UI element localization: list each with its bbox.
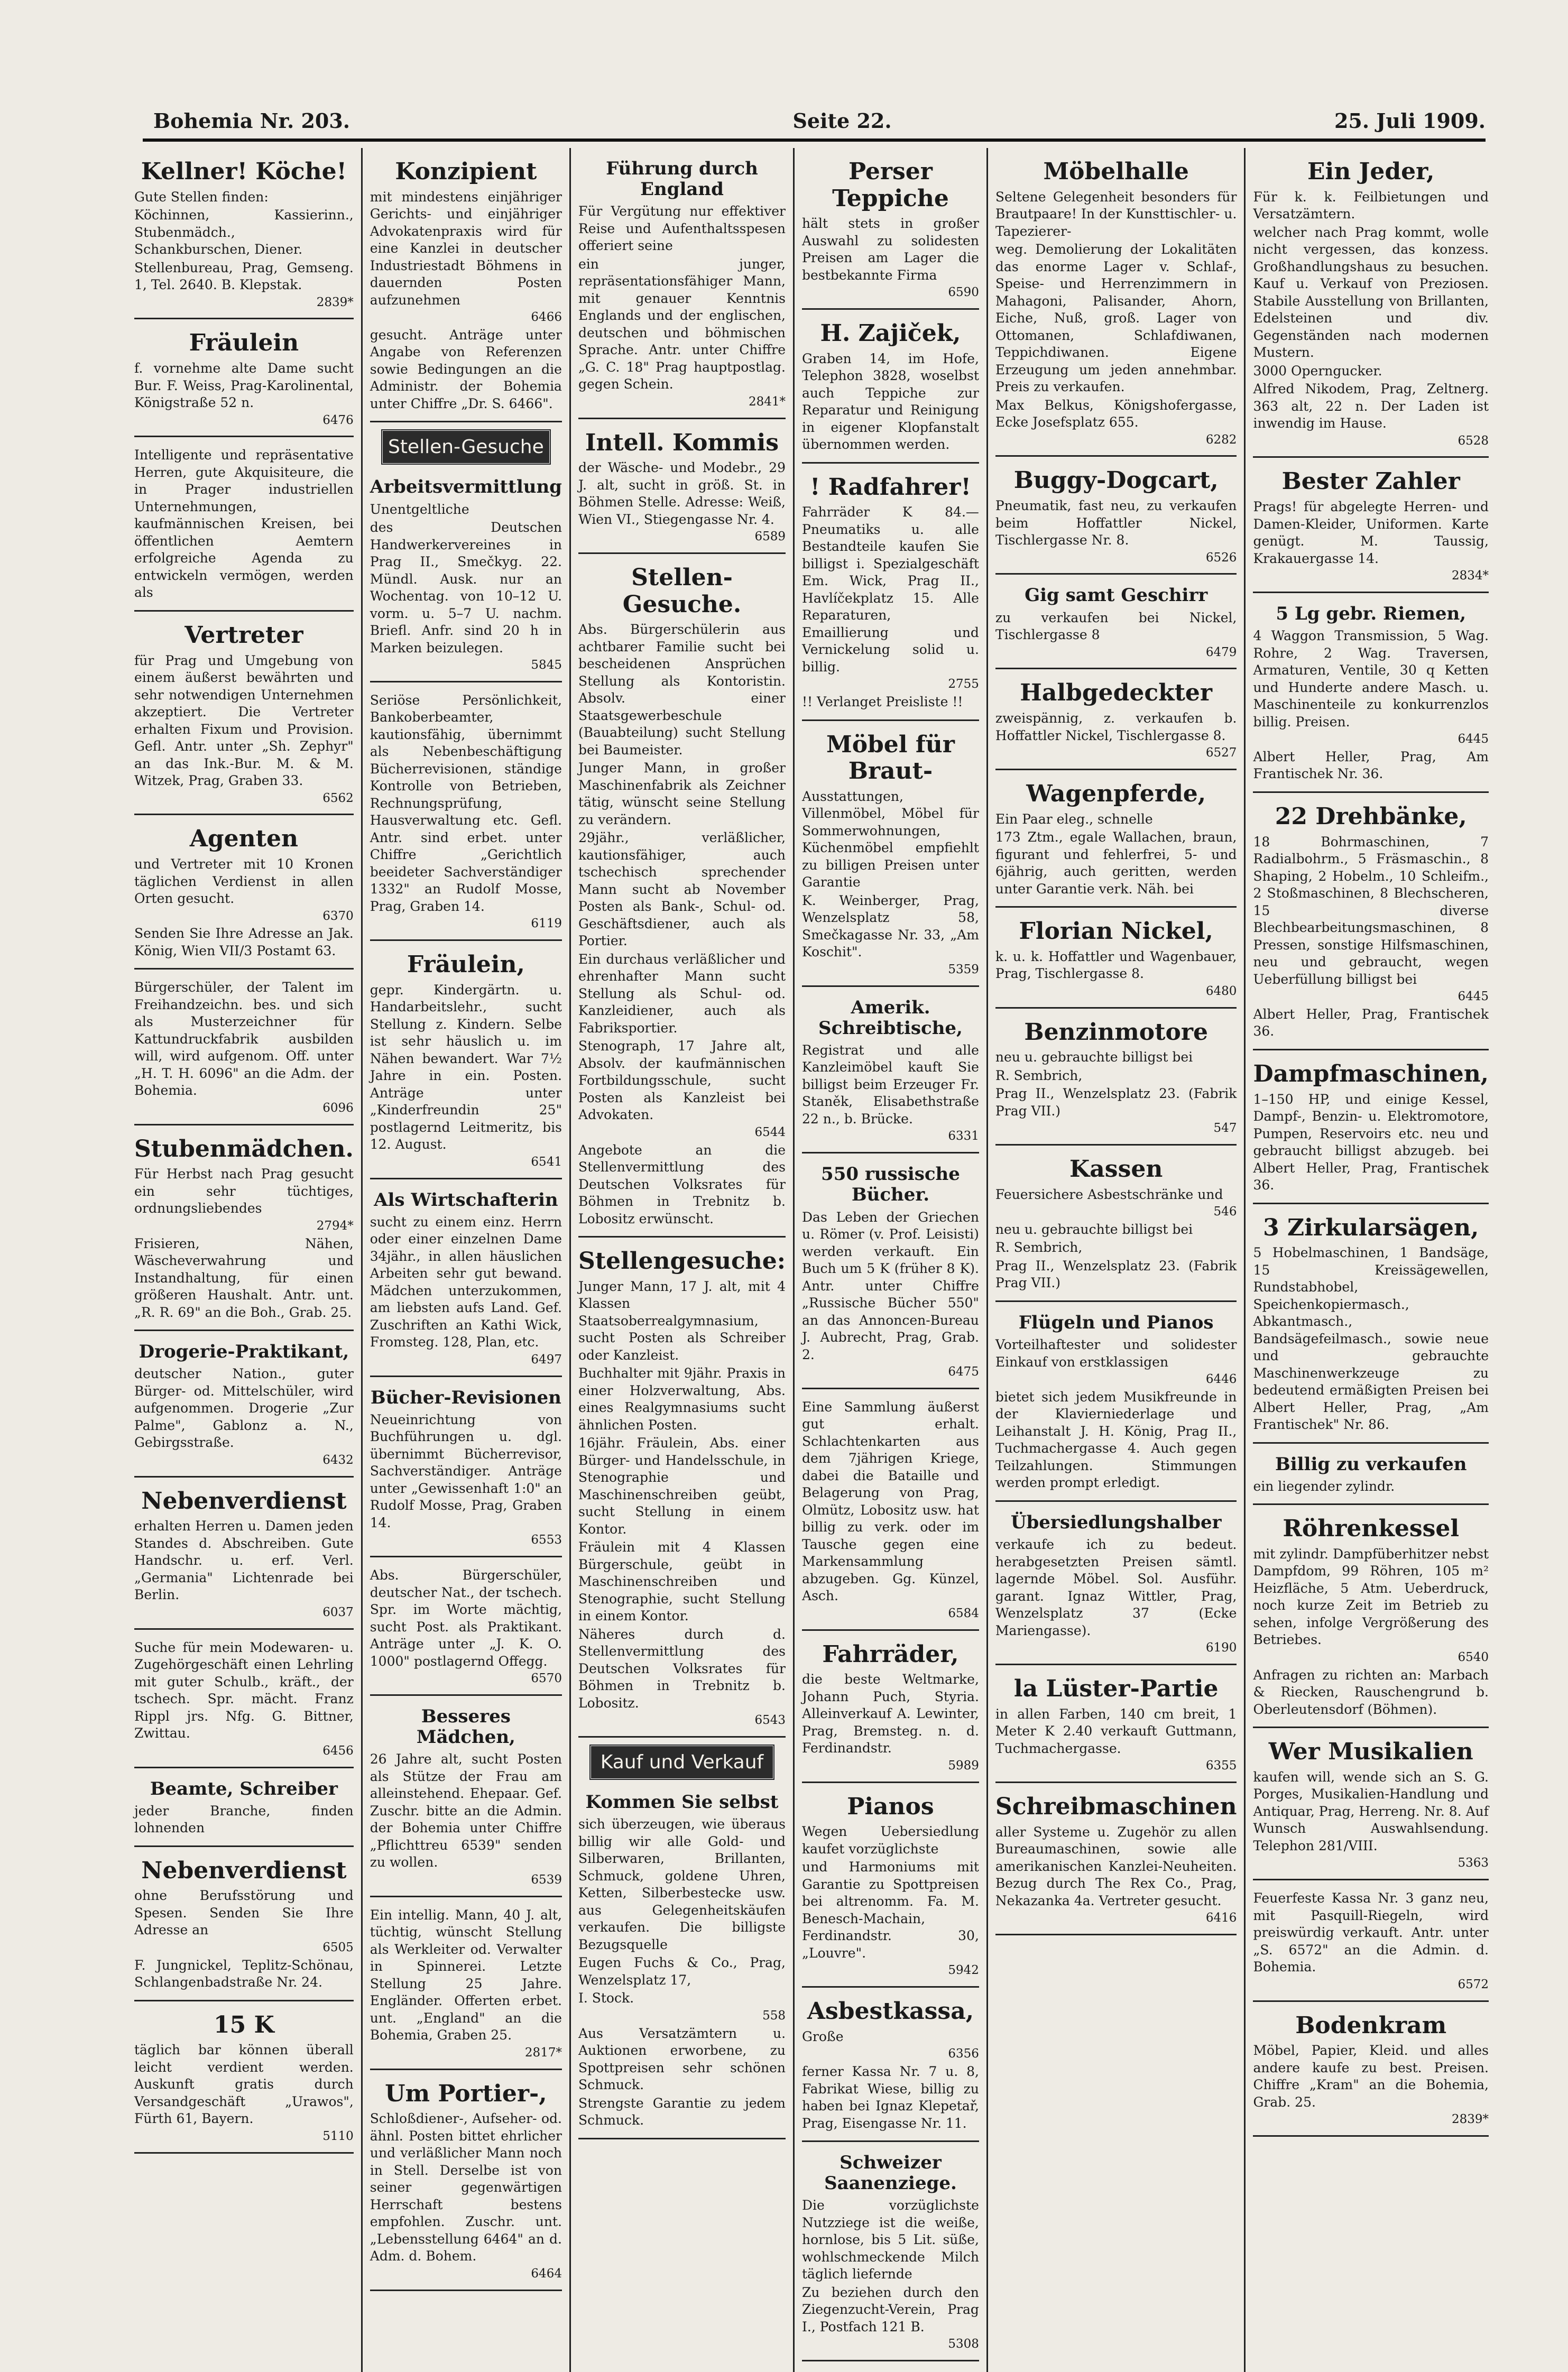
- ad-text: Suche für mein Modewaren- u. Zugehörgeschäft einen Lehrling mit guter Schulb., kräft., der tschech. Spr. mächt. Franz Rippl jrs. Nfg. G. Bittner, Zwittau.: [134, 1639, 354, 1741]
- ad-code: 2834*: [1451, 569, 1489, 583]
- ad-text: gesucht. Anträge unter Angabe von Referenzen sowie Bedingungen an die Administr. der Bohemia unter Chiffre „Dr. S. 6466".: [370, 327, 562, 411]
- ad-text: !! Verlanget Preisliste !!: [802, 694, 963, 710]
- ad-text: Anfragen zu richten an: Marbach & Riecken, Rauschengrund b. Oberleutensdorf (Böhmen).: [1253, 1667, 1489, 1717]
- ad-code: 6572: [1458, 1977, 1489, 1991]
- ad-code: 2794*: [316, 1219, 354, 1233]
- column-3: [569, 148, 793, 2372]
- classified-ad: [802, 726, 979, 987]
- ad-text: 1–150 HP, und einige Kessel, Dampf-, Benzin- u. Elektromotore, Pumpen, Reservoirs etc. neu und gebraucht billigst abzugeb. bei Albert Heller, Prag, Frantischek 36.: [1253, 1091, 1489, 1193]
- ad-text: Fräulein mit 4 Klassen Bürgerschule, geübt in Maschinenschreiben und Stenographie, sucht Stellung in einem Kontor.: [578, 1539, 786, 1624]
- ad-text: Junger Mann, 17 J. alt, mit 4 Klassen Staatsoberrealgymnasium, sucht Posten als Schreiber oder Kanzleist.: [578, 1278, 786, 1363]
- ad-text: Buchhalter mit 9jähr. Praxis in einer Holzverwaltung, Abs. eines Realgymnasiums sucht ähnlichen Posten.: [578, 1365, 786, 1433]
- ad-code: 558: [762, 2008, 786, 2023]
- ad-text: R. Sembrich,: [995, 1240, 1083, 1256]
- ad-headline: Flügeln und Pianos: [1018, 1312, 1214, 1333]
- ad-text: Große: [802, 2028, 844, 2044]
- classified-ad: [995, 1788, 1237, 1935]
- ad-text: Stellenbureau, Prag, Gemseng. 1, Tel. 2640. B. Klepstak.: [134, 260, 354, 293]
- ad-headline: Halbgedeckter: [1020, 679, 1213, 707]
- ad-code: 6456: [322, 1743, 354, 1758]
- ad-text: die beste Weltmarke, Johann Puch, Styria. Alleinverkauf A. Lewinter, Prag, Bremsteg. n. d. Ferdinandstr.: [802, 1672, 979, 1756]
- ad-headline: Wer Musikalien: [1268, 1738, 1473, 1766]
- ad-text: Registrat und alle Kanzleimöbel kauft Sie billigst beim Erzeuger Fr. Staněk, Elisabethstraße 22 n., b. Brücke.: [802, 1042, 979, 1127]
- classified-ad: [1253, 598, 1489, 793]
- ad-headline: Florian Nickel,: [1019, 918, 1213, 945]
- ad-text: Neueinrichtung von Buchführungen u. dgl. übernimmt Bücherrevisor, Sachverständiger. Anträge unter „Gewissenhaft 1:0" an Rudolf Mosse, Prag, Graben 14.: [370, 1411, 562, 1530]
- ad-code: 6526: [1205, 550, 1237, 565]
- ad-text: gepr. Kindergärtn. u. Handarbeitslehr., sucht Stellung z. Kindern. Selbe ist sehr häuslich u. im Nähen bewandert. War 7½ Jahre in ein. Posten. Anträge unter „Kinderfreundin 25" postlagernd Leitmeritz, bis 12. August.: [370, 982, 562, 1152]
- ad-text: verkaufe ich zu bedeut. herabgesetzten Preisen sämtl. lagernde Möbel. Sol. Ausführ. garant. Ignaz Wittler, Prag, Wenzelsplatz 37 (Ecke Mariengasse).: [995, 1537, 1237, 1638]
- classified-ad: [370, 1185, 562, 1377]
- ad-text: Angebote an die Stellenvermittlung des Deutschen Volksrates für Böhmen in Trebnitz b. Lobositz erwünscht.: [578, 1142, 786, 1226]
- ad-text: 18 Bohrmaschinen, 7 Radialbohrm., 5 Fräsmaschin., 8 Shaping, 2 Hobelm., 10 Schleifm., 2 Stoßmaschinen, 8 Blechscheren, 15 diverse Blechbearbeitungsmaschinen, 8 Pressen, sonstige Hilfsmaschinen, neu und gebraucht, wegen Ueberfüllung billigst bei: [1253, 834, 1489, 987]
- ad-code: 547: [1213, 1121, 1237, 1136]
- ad-text: zweispännig, z. verkaufen b. Hoffattler Nickel, Tischlergasse 8.: [995, 710, 1237, 743]
- ad-text: 26 Jahre alt, sucht Posten als Stütze der Frau am alleinstehend. Ehepaar. Gef. Zuschr. bitte an die Admin. der Bohemia unter Chiffre „Pflichttreu 6539" senden zu wollen.: [370, 1751, 562, 1870]
- classified-ad: [1253, 1510, 1489, 1728]
- ad-headline: Als Wirtschafterin: [374, 1189, 558, 1211]
- header-rule: [143, 139, 1486, 142]
- classified-ad: [370, 688, 562, 941]
- ad-headline: Intell. Kommis: [585, 429, 779, 456]
- ad-headline: Vertreter: [185, 621, 303, 649]
- ad-text: 4 Waggon Transmission, 5 Wag. Rohre, 2 Wag. Traversen, Armaturen, Ventile, 30 q Ketten und Hunderte andere Masch. u. Maschinenteile zu konkurrenzlos billig. Preisen.: [1253, 628, 1489, 730]
- classified-ad: [995, 776, 1237, 908]
- ad-text: täglich bar können überall leicht verdient werden. Auskunft gratis durch Versandgeschäft „Urawos", Fürth 61, Bayern.: [134, 2042, 354, 2127]
- ad-code: 546: [1213, 1205, 1237, 1219]
- ad-text: Eugen Fuchs & Co., Prag, Wenzelsplatz 17,: [578, 1955, 786, 1988]
- ad-code: 5110: [322, 2129, 354, 2143]
- classified-ad: [995, 1014, 1237, 1146]
- ad-code: 5989: [948, 1758, 979, 1773]
- ad-text: Für Vergütung nur effektiver Reise und Aufenthaltsspesen offeriert seine: [578, 204, 786, 254]
- ad-text: Bürgerschüler, der Talent im Freihandzeichn. bes. und sich als Musterzeichner für Kattundruckfabrik ausbilden will, wird aufgenom. Off. unter „H. T. H. 6096" an die Adm. der Bohemia.: [134, 980, 354, 1099]
- ad-text: neu u. gebrauchte billigst bei: [995, 1049, 1193, 1065]
- classified-ad: [1253, 153, 1489, 458]
- ad-code: 6445: [1458, 990, 1489, 1004]
- classified-ad: [802, 1636, 979, 1783]
- ad-text: Albert Heller, Prag, Frantischek 36.: [1253, 1006, 1489, 1039]
- classified-ad: [802, 992, 979, 1154]
- ad-code: 5359: [948, 962, 979, 976]
- ad-text: Feuerfeste Kassa Nr. 3 ganz neu, mit Pasquill-Riegeln, wird preiswürdig verkauft. Antr. unter „S. 6572" an die Admin. d. Bohemia.: [1253, 1890, 1489, 1975]
- classified-ad: [134, 442, 354, 612]
- ad-text: I. Stock.: [578, 1990, 634, 2006]
- column-4: [793, 148, 986, 2372]
- classified-ad: [802, 2147, 979, 2361]
- ad-headline: Schreibmaschinen: [995, 1793, 1237, 1820]
- ad-text: Zu beziehen durch den Ziegenzucht-Verein, Prag I., Postfach 121 B.: [802, 2284, 979, 2334]
- ad-headline: 550 russische Bücher.: [821, 1164, 960, 1206]
- ad-text: 29jähr., verläßlicher, kautionsfähiger, auch tschechisch sprechender Mann sucht ab November Posten als Bank-, Schul- od. Geschäftsdiener, auch als Portier.: [578, 830, 786, 949]
- ad-text: weg. Demolierung der Lokalitäten das enorme Lager v. Schlaf-, Speise- und Herrenzimmern in Mahagoni, Palisander, Ahorn, Eiche, Nuß, groß. Lager von Ottomanen, Schlafdiwanen, Teppichdiwanen. Eigene Erzeugung um jeden annehmbar. Preis zu verkaufen.: [995, 242, 1237, 395]
- classified-ad: [802, 1159, 979, 1389]
- ad-text: Seriöse Persönlichkeit, Bankoberbeamter, kautionsfähig, übernimmt als Nebenbeschäftigung Bücherrevisionen, ständige Kontrolle von Betrieben, Rechnungsprüfung, Hausverwaltung etc. Gefl. Antr. sind erbet. unter Chiffre „Gerichtlich beeideter Sachverständiger 1332" an Rudolf Mosse, Prag, Graben 14.: [370, 692, 562, 914]
- section-banner: Stellen-Gesuche: [381, 429, 551, 465]
- classified-ad: [134, 1635, 354, 1768]
- ad-headline: Röhrenkessel: [1283, 1515, 1460, 1543]
- ad-text: Für k. k. Feilbietungen und Versatzämtern.: [1253, 189, 1489, 222]
- ad-code: 6475: [948, 1365, 979, 1379]
- ad-text: Abs. Bürgerschüler, deutscher Nat., der tschech. Spr. im Worte mächtig, sucht Post. als Praktikant. Anträge unter „J. K. O. 1000" postlagernd Offegg.: [370, 1567, 562, 1669]
- ad-text: und Vertreter mit 10 Kronen täglichen Verdienst in allen Orten gesucht.: [134, 856, 354, 907]
- ad-text: Möbel, Papier, Kleid. und alles andere kaufe zu best. Preisen. Chiffre „Kram" an die Bohemia, Grab. 25.: [1253, 2043, 1489, 2110]
- classified-ad: [134, 325, 354, 437]
- ad-text: Prag II., Wenzelsplatz 23. (Fabrik Prag VII.): [995, 1086, 1237, 1119]
- ad-code: 6584: [948, 1606, 979, 1620]
- ad-headline: Möbelhalle: [1043, 158, 1189, 185]
- classified-ad: [802, 1993, 979, 2142]
- classified-ad: [995, 1507, 1237, 1665]
- ad-code: 6416: [1205, 1911, 1237, 1925]
- ad-headline: Arbeitsvermittlung: [370, 476, 562, 498]
- ad-text: mit mindestens einjähriger Gerichts- und einjähriger Advokatenpraxis wird für eine Kanzlei in deutscher Industriestadt Böhmens in dauernden Posten aufzunehmen: [370, 189, 562, 308]
- ad-headline: Besseres Mädchen,: [416, 1706, 515, 1748]
- ad-code: 6539: [531, 1872, 562, 1887]
- ad-code: 6355: [1205, 1759, 1237, 1773]
- ad-headline: Bücher-Revisionen: [370, 1387, 561, 1408]
- classified-ad: [1253, 2007, 1489, 2137]
- classified-ad: [370, 153, 562, 422]
- ad-code: 6553: [531, 1533, 562, 1547]
- ad-text: Köchinnen, Kassierinn., Stubenmädch., Schankburschen, Diener.: [134, 207, 354, 257]
- classified-ad: [1253, 1056, 1489, 1204]
- ad-headline: Kommen Sie selbst: [585, 1792, 779, 1813]
- ad-code: 6464: [531, 2266, 562, 2281]
- classified-ad: [370, 1701, 562, 1897]
- classified-ad: [995, 1151, 1237, 1302]
- ad-text: in allen Farben, 140 cm breit, 1 Meter K 2.40 verkauft Guttmann, Tuchmachergasse.: [995, 1706, 1237, 1756]
- ad-headline: Beamte, Schreiber: [150, 1778, 338, 1799]
- ad-text: Ein durchaus verläßlicher und ehrenhafter Mann sucht Stellung als Schul- od. Kanzleidiener, auch als Fabriksportier.: [578, 951, 786, 1036]
- classified-ad: [995, 1307, 1237, 1502]
- ad-code: 6527: [1205, 746, 1237, 760]
- ad-headline: Stellen-Gesuche.: [622, 564, 742, 618]
- ad-headline: Pianos: [847, 1793, 934, 1820]
- ad-code: 2755: [948, 677, 979, 691]
- ad-headline: Amerik. Schreibtische,: [818, 996, 963, 1039]
- ad-code: 6540: [1458, 1650, 1489, 1664]
- classified-ad: [370, 1563, 562, 1696]
- ad-code: 6446: [1205, 1372, 1237, 1387]
- ad-text: zu verkaufen bei Nickel, Tischlergasse 8: [995, 610, 1237, 643]
- ad-text: ferner Kassa Nr. 7 u. 8, Fabrikat Wiese, billig zu haben bei Ignaz Klepetař, Prag, Eisengasse Nr. 11.: [802, 2064, 979, 2131]
- ad-code: 6466: [531, 310, 562, 325]
- classified-ad: [995, 913, 1237, 1008]
- ad-code: 6037: [322, 1605, 354, 1619]
- ad-text: sich überzeugen, wie überaus billig wir alle Gold- und Silberwaren, Brillanten, Schmuck, goldene Uhren, Ketten, Silberbestecke usw. aus Gelegenheitskäufen verkaufen. Die billigste Bezugsquelle: [578, 1816, 786, 1952]
- column-5: [986, 148, 1244, 2372]
- classified-ad: [370, 2075, 562, 2291]
- ad-text: R. Sembrich,: [995, 1067, 1083, 1083]
- ad-text: Die vorzüglichste Nutzziege ist die weiße, hornlose, bis 5 Lit. süße, wohlschmeckende Milch täglich liefernde: [802, 2198, 979, 2282]
- classified-ad: [802, 1788, 979, 1988]
- ad-code: 6505: [322, 1940, 354, 1954]
- ad-code: 6590: [948, 285, 979, 300]
- ad-text: 3000 Operngucker.: [1253, 363, 1382, 379]
- ad-code: 6562: [322, 791, 354, 805]
- ad-text: Wegen Uebersiedlung kaufet vorzüglichste: [802, 1824, 979, 1857]
- ad-headline: Übersiedlungshalber: [1010, 1511, 1222, 1533]
- classified-ad: [802, 315, 979, 464]
- ad-text: bietet sich jedem Musikfreunde in der Klavierniederlage und Leihanstalt J. H. König, Prag II., Tuchmachergasse 4. Auch gegen Teilzahlungen. Stimmungen werden prompt erledigt.: [995, 1389, 1237, 1491]
- ad-code: 6541: [531, 1155, 562, 1169]
- ad-headline: Ein Jeder,: [1307, 158, 1435, 185]
- classified-ad: [1253, 463, 1489, 593]
- ad-text: Schloßdiener-, Aufseher- od. ähnl. Posten bittet ehrlicher und verläßlicher Mann noch in Stell. Derselbe ist von seiner gegenwärtigen Herrschaft bestens empfohlen. Zuschr. unt. „Lebensstellung 6464" an d. Adm. d. Bohem.: [370, 2111, 562, 2264]
- ad-text: neu u. gebrauchte billigst bei: [995, 1221, 1193, 1237]
- ad-text: Das Leben der Griechen u. Römer (v. Prof. Leisisti) werden verkauft. Ein Buch um 5 K (früher 8 K). Antr. unter Chiffre „Russische Bücher 550" an das Annoncen-Bureau J. Aubrecht, Prag, Grab. 2.: [802, 1209, 979, 1362]
- classified-ad: [370, 472, 562, 682]
- ad-headline: Stubenmädchen.: [134, 1135, 354, 1162]
- ad-code: 6190: [1205, 1641, 1237, 1655]
- ad-headline: Buggy-Dogcart,: [1013, 467, 1219, 494]
- classified-ad: [370, 1382, 562, 1557]
- ad-text: Ein Paar eleg., schnelle: [995, 811, 1153, 827]
- ad-headline: ! Radfahrer!: [810, 473, 971, 501]
- ad-text: mit zylindr. Dampfüberhitzer nebst Dampfdom, 99 Röhren, 105 m² Heizfläche, 5 Atm. Ueberdruck, noch kurze Zeit im Betrieb zu sehen, infolge Vergrößerung des Betriebes.: [1253, 1546, 1489, 1648]
- header-left: Bohemia Nr. 203.: [153, 108, 351, 133]
- ad-headline: Fräulein: [189, 329, 299, 357]
- classified-ad: [134, 1336, 354, 1477]
- ad-text: Strengste Garantie zu jedem Schmuck.: [578, 2095, 786, 2128]
- ad-headline: Möbel für Braut-: [826, 731, 955, 785]
- classified-ad: [578, 424, 786, 554]
- ad-text: k. u. k. Hoffattler und Wagenbauer, Prag, Tischlergasse 8.: [995, 948, 1237, 982]
- ad-code: 6331: [948, 1129, 979, 1143]
- ad-headline: Kassen: [1069, 1156, 1163, 1183]
- ad-headline: H. Zajiček,: [820, 320, 961, 347]
- ad-headline: Gig samt Geschirr: [1025, 585, 1208, 606]
- ad-headline: Fräulein,: [407, 951, 525, 979]
- ad-headline: Führung durch England: [606, 158, 758, 200]
- ad-headline: Um Portier-,: [385, 2080, 547, 2107]
- classified-ad: [134, 2007, 354, 2154]
- classified-ad: [134, 820, 354, 970]
- ad-text: f. vornehme alte Dame sucht Bur. F. Weiss, Prag-Karolinental, Königstraße 52 n.: [134, 361, 354, 411]
- classified-ad: [1253, 1733, 1489, 1880]
- ad-text: jeder Branche, finden lohnenden: [134, 1803, 354, 1836]
- ad-text: Pneumatik, fast neu, zu verkaufen beim Hoffattler Nickel, Tischlergasse Nr. 8.: [995, 498, 1237, 548]
- ad-headline: 15 K: [213, 2011, 274, 2038]
- ad-text: Intelligente und repräsentative Herren, gute Akquisiteure, die in Prager industriellen Unternehmungen, kaufmännischen Kreisen, bei öffentlichen Aemtern erfolgreiche Agenda zu entwickeln vermögen, werden als: [134, 447, 354, 601]
- ad-text: Prag II., Wenzelsplatz 23. (Fabrik Prag VII.): [995, 1258, 1237, 1291]
- ad-text: Feuersichere Asbestschränke und: [995, 1186, 1223, 1202]
- ad-text: Graben 14, im Hofe, Telephon 3828, woselbst auch Teppiche zur Reparatur und Reinigung in eigener Klopfanstalt übernommen werden.: [802, 350, 979, 453]
- classified-ad: [1253, 1210, 1489, 1444]
- ad-code: 6544: [754, 1125, 786, 1139]
- ad-text: des Deutschen Handwerkervereines in Prag II., Smečkyg. 22. Mündl. Ausk. nur an Wochentag. von 10–12 U. vorm. u. 5–7 U. nachm. Briefl. Anfr. sind 20 h in Marken beizulegen.: [370, 520, 562, 656]
- ad-headline: Perser Teppiche: [832, 158, 949, 212]
- classified-ad: [1253, 1449, 1489, 1506]
- ad-code: 6480: [1205, 984, 1237, 998]
- classified-ad: [134, 1774, 354, 1847]
- ad-text: Näheres durch d. Stellenvermittlung des Deutschen Volksrates für Böhmen in Trebnitz b. Lobositz.: [578, 1626, 786, 1711]
- ad-text: Junger Mann, in großer Maschinenfabrik als Zeichner tätig, wünscht seine Stellung zu verändern.: [578, 760, 786, 827]
- ad-code: 6445: [1458, 732, 1489, 746]
- classified-ad: [995, 580, 1237, 669]
- classified-ad: [134, 617, 354, 815]
- classified-ad: [578, 1787, 786, 2139]
- ad-code: 6570: [531, 1672, 562, 1686]
- ad-text: sucht zu einem einz. Herrn oder einer einzelnen Dame 34jähr., in allen häuslichen Arbeiten sehr gut bewand. Mädchen unterzukommen, am liebsten aufs Land. Gef. Zuschriften an Kathi Wick, Fromsteg. 128, Plan, etc.: [370, 1214, 562, 1350]
- classified-ad: [134, 1483, 354, 1630]
- ad-text: Fahrräder K 84.— Pneumatiks u. alle Bestandteile kaufen Sie billigst i. Spezialgeschäft Em. Wick, Prag II., Havlíčekplatz 15. Alle Reparaturen, Emaillierung und Vernickelung solid u. billig.: [802, 504, 979, 675]
- ad-code: 6479: [1205, 645, 1237, 659]
- classified-ad: [802, 469, 979, 721]
- ad-code: 2817*: [524, 2045, 562, 2060]
- ad-code: 6119: [531, 917, 562, 931]
- ad-text: Abs. Bürgerschülerin aus achtbarer Familie sucht bei bescheidenen Ansprüchen Stellung als Kontoristin. Absolv. einer Staatsgewerbeschule (Bauabteilung) sucht Stellung bei Baumeister.: [578, 622, 786, 758]
- ad-text: Vorteilhaftester und solidester Einkauf von erstklassigen: [995, 1337, 1237, 1370]
- ad-text: Unentgeltliche: [370, 501, 469, 517]
- ad-text: kaufen will, wende sich an S. G. Porges, Musikalien-Handlung und Antiquar, Prag, Herreng. Nr. 8. Auf Wunsch Auswahlsendung. Telephon 281/VIII.: [1253, 1769, 1489, 1853]
- header-center: Seite 22.: [792, 108, 892, 133]
- ad-text: Prags! für abgelegte Herren- und Damen-Kleider, Uniformen. Karte genügt. M. Taussig, Krakauergasse 14.: [1253, 499, 1489, 566]
- ad-headline: Dampfmaschinen,: [1253, 1060, 1489, 1087]
- classified-ad: [578, 559, 786, 1238]
- ad-text: Stenograph, 17 Jahre alt, Absolv. der kaufmännischen Fortbildungsschule, sucht Posten als Kanzleist bei Advokaten.: [578, 1038, 786, 1123]
- ad-headline: Nebenverdienst: [141, 1857, 347, 1884]
- ad-code: 6543: [754, 1713, 786, 1728]
- ad-headline: Kellner! Köche!: [141, 158, 347, 185]
- ad-text: Für Herbst nach Prag gesucht ein sehr tüchtiges, ordnungsliebendes: [134, 1166, 354, 1216]
- ad-text: Gute Stellen finden:: [134, 189, 269, 205]
- ad-headline: Fahrräder,: [822, 1640, 959, 1668]
- classified-columns: [127, 148, 1496, 2351]
- page-header: [153, 105, 1486, 136]
- ad-headline: Nebenverdienst: [141, 1487, 347, 1515]
- ad-text: ein junger, repräsentationsfähiger Mann, mit genauer Kenntnis Englands und der englischen, deutschen und böhmischen Sprache. Antr. unter Chiffre „G. C. 18" Prag hauptpostlag. gegen Schein.: [578, 256, 786, 392]
- ad-text: hält stets in großer Auswahl zu solidesten Preisen am Lager die bestbekannte Firma: [802, 216, 979, 283]
- ad-text: und Harmoniums mit Garantie zu Spottpreisen bei altrenomm. Fa. M. Benesch-Machain, Ferdinandstr. 30, „Louvre".: [802, 1859, 979, 1961]
- classified-ad: [995, 1670, 1237, 1783]
- ad-headline: Wagenpferde,: [1026, 780, 1206, 807]
- ad-headline: Asbestkassa,: [807, 1998, 974, 2025]
- classified-ad: [802, 153, 979, 310]
- ad-code: 6370: [322, 909, 354, 923]
- column-6: [1244, 148, 1496, 2372]
- ad-headline: Schweizer Saanenziege.: [824, 2152, 957, 2194]
- ad-text: Frisieren, Nähen, Wäscheverwahrung und Instandhaltung, für einen größeren Haushalt. Antr. unt. „R. R. 69" an die Boh., Grab. 25.: [134, 1235, 354, 1320]
- ad-headline: 22 Drehbänke,: [1275, 802, 1467, 830]
- classified-ad: [995, 153, 1237, 457]
- column-1: [127, 148, 361, 2372]
- ad-text: Eine Sammlung äußerst gut erhalt. Schlachtenkarten aus dem 7jährigen Kriege, dabei die Bataille und Belagerung von Prag, Olmütz, Lobositz usw. hat billig zu verk. oder im Tausche gegen eine Markensammlung abzugeben. Gg. Künzel, Asch.: [802, 1399, 979, 1604]
- ad-text: Alfred Nikodem, Prag, Zeltnerg. 363 alt, 22 n. Der Laden ist inwendig im Hause.: [1253, 381, 1489, 431]
- ad-text: welcher nach Prag kommt, wolle nicht vergessen, das konzess. Großhandlungshaus zu besuchen. Kauf u. Verkauf von Preziosen. Stabile Ausstellung von Brillanten, Edelsteinen und div. Gegenständen nach modernen Mustern.: [1253, 224, 1489, 361]
- ad-code: 6589: [754, 530, 786, 544]
- ad-headline: Bester Zahler: [1281, 468, 1460, 495]
- ad-code: 5845: [531, 658, 562, 672]
- ad-text: F. Jungnickel, Teplitz-Schönau, Schlangenbadstraße Nr. 24.: [134, 1957, 354, 1990]
- ad-headline: 5 Lg gebr. Riemen,: [1276, 603, 1466, 624]
- classified-ad: [578, 153, 786, 419]
- classified-ad: [134, 1852, 354, 2001]
- ad-text: Ein intellig. Mann, 40 J. alt, tüchtig, wünscht Stellung als Werkleiter od. Verwalter in Spinnerei. Letzte Stellung 25 Jahre. Engländer. Offerten erbet. unt. „England" an die Bohemia, Graben 25.: [370, 1907, 562, 2043]
- classified-ad: [995, 462, 1237, 575]
- ad-headline: 3 Zirkularsägen,: [1263, 1214, 1479, 1241]
- ad-text: aller Systeme u. Zugehör zu allen Bureaumaschinen, sowie alle amerikanischen Kanzlei-Neuheiten. Bezug durch The Rex Co., Prag, Nekazanka 4a. Vertreter gesucht.: [995, 1824, 1237, 1908]
- ad-headline: Stellengesuche:: [578, 1248, 786, 1275]
- classified-ad: [370, 1903, 562, 2070]
- classified-ad: [1253, 1886, 1489, 2001]
- classified-ad: [134, 153, 354, 319]
- ad-code: 2839*: [1451, 2112, 1489, 2127]
- ad-headline: Drogerie-Praktikant,: [139, 1341, 349, 1363]
- ad-text: K. Weinberger, Prag, Wenzelsplatz 58, Smečkagasse Nr. 33, „Am Koschit".: [802, 892, 979, 960]
- ad-code: 6476: [322, 413, 354, 427]
- ad-code: 6096: [322, 1101, 354, 1115]
- ad-text: ohne Berufsstörung und Spesen. Senden Sie Ihre Adresse an: [134, 1888, 354, 1938]
- ad-text: erhalten Herren u. Damen jeden Standes d. Abschreiben. Gute Handschr. u. erf. Verl. „Germania" Lichtenrade bei Berlin.: [134, 1518, 354, 1603]
- ad-code: 2841*: [748, 394, 786, 409]
- ad-text: Ausstattungen, Villenmöbel, Möbel für Sommerwohnungen, Küchenmöbel empfiehlt zu billigen Preisen unter Garantie: [802, 788, 979, 890]
- classified-ad: [370, 946, 562, 1179]
- ad-text: Max Belkus, Königshofergasse, Ecke Josefsplatz 655.: [995, 397, 1237, 430]
- ad-code: 6432: [322, 1453, 354, 1467]
- ad-text: 173 Ztm., egale Wallachen, braun, figurant und fehlerfrei, 5- und 6jährig, auch geritten, werden unter Garantie verk. Näh. bei: [995, 829, 1237, 897]
- classified-ad: [134, 1131, 354, 1331]
- ad-headline: Bodenkram: [1295, 2011, 1447, 2039]
- classified-ad: [1253, 798, 1489, 1050]
- ad-code: 6528: [1458, 433, 1489, 448]
- ad-text: der Wäsche- und Modebr., 29 J. alt, sucht in größ. St. in Böhmen Stelle. Adresse: Weiß, Wien VI., Stiegengasse Nr. 4.: [578, 460, 786, 527]
- ad-text: Aus Versatzämtern u. Auktionen erworbene, zu Spottpreisen sehr schönen Schmuck.: [578, 2025, 786, 2093]
- ad-text: Senden Sie Ihre Adresse an Jak. König, Wien VII/3 Postamt 63.: [134, 926, 354, 958]
- column-2: [361, 148, 569, 2372]
- header-right: 25. Juli 1909.: [1334, 108, 1486, 133]
- ad-code: 6282: [1205, 432, 1237, 447]
- ad-headline: Agenten: [189, 825, 298, 853]
- ad-code: 6356: [948, 2047, 979, 2061]
- ad-headline: Billig zu verkaufen: [1275, 1453, 1467, 1475]
- ad-text: 16jähr. Fräulein, Abs. einer Bürger- und Handelsschule, in Stenographie und Maschinenschreiben geübt, sucht Stellung in einem Kontor.: [578, 1435, 786, 1537]
- ad-headline: Benzinmotore: [1024, 1018, 1208, 1046]
- classified-ad: [134, 975, 354, 1125]
- ad-text: deutscher Nation., guter Bürger- od. Mittelschüler, wird aufgenommen. Drogerie „Zur Palme", Gablonz a. N., Gebirgsstraße.: [134, 1366, 354, 1451]
- ad-text: ein liegender zylindr.: [1253, 1478, 1395, 1494]
- ad-text: 5 Hobelmaschinen, 1 Bandsäge, 15 Kreissägewellen, Rundstabhobel, Speichenkopiermasch., Abkantmasch., Bandsägefeilmasch., sowie neue und gebrauchte Maschinenwerkzeuge zu bedeutend ermäßigten Preisen bei Albert Heller, Prag, „Am Frantischek" Nr. 86.: [1253, 1245, 1489, 1433]
- ad-code: 2839*: [316, 295, 354, 309]
- ad-headline: Konzipient: [395, 158, 537, 185]
- ad-code: 6497: [531, 1352, 562, 1367]
- classified-ad: [578, 1243, 786, 1738]
- ad-text: für Prag und Umgebung von einem äußerst bewährten und sehr notwendigen Unternehmen akzeptiert. Die Vertreter erhalten Fixum und Provision. Gefl. Antr. unter „Sh. Zephyr" an das Ink.-Bur. M. & M. Witzek, Prag, Graben 33.: [134, 652, 354, 789]
- ad-text: Seltene Gelegenheit besonders für Brautpaare! In der Kunsttischler- u. Tapezierer-: [995, 189, 1237, 239]
- section-banner: Kauf und Verkauf: [589, 1744, 775, 1780]
- ad-code: 5942: [948, 1963, 979, 1978]
- ad-code: 5308: [948, 2337, 979, 2351]
- ad-text: Albert Heller, Prag, Am Frantischek Nr. 36.: [1253, 749, 1489, 782]
- classified-ad: [802, 1395, 979, 1631]
- ad-code: 5363: [1458, 1856, 1489, 1870]
- ad-headline: la Lüster-Partie: [1013, 1675, 1219, 1702]
- classified-ad: [995, 675, 1237, 770]
